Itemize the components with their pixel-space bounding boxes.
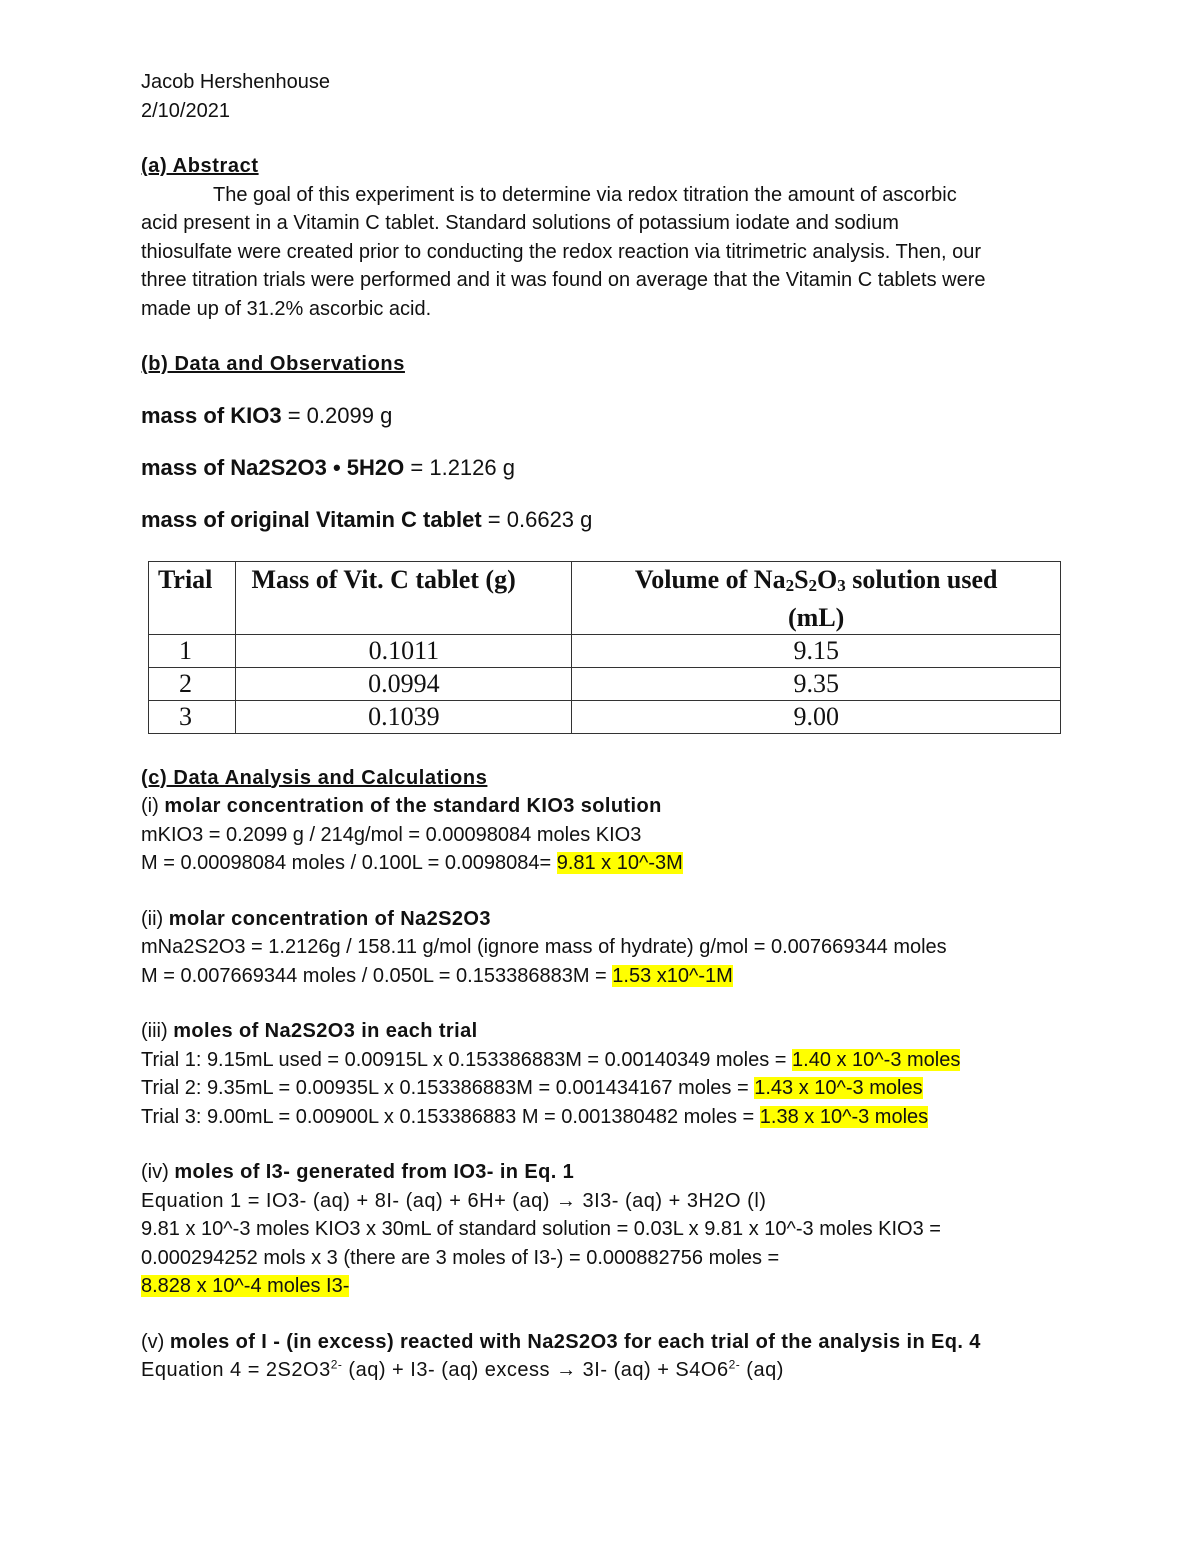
calc-line: Trial 2: 9.35mL = 0.00935L x 0.153386883M = 0.001434167 moles = 1.43 x 10^-3 moles	[141, 1077, 923, 1099]
highlighted-result: 1.40 x 10^-3 moles	[792, 1048, 961, 1071]
subsection-v-title: (v) moles of I - (in excess) reacted with Na2S2O3 for each trial of the analysis in Eq. 4	[141, 1330, 981, 1353]
author-name: Jacob Hershenhouse	[141, 71, 331, 93]
highlighted-result: 8.828 x 10^-4 moles I3-	[141, 1275, 350, 1297]
titration-data-table	[148, 561, 1061, 734]
highlighted-result: 1.38 x 10^-3 moles	[759, 1105, 929, 1128]
data-observations-heading: (b) Data and Observations	[141, 353, 405, 375]
subsection-i-title: (i) molar concentration of the standard KIO3 solution	[141, 795, 662, 817]
cell-mass: 0.1011	[236, 634, 572, 667]
column-header-mass: Mass of Vit. C tablet (g)	[236, 561, 572, 634]
abstract-line: The goal of this experiment is to determine via redox titration the amount of ascorbic	[213, 183, 957, 206]
report-date: 2/10/2021	[141, 99, 230, 122]
cell-volume: 9.15	[572, 634, 1061, 667]
cell-trial: 3	[149, 700, 236, 733]
calc-line: 9.81 x 10^-3 moles KIO3 x 30mL of standard solution = 0.03L x 9.81 x 10^-3 moles KIO3 =	[141, 1218, 941, 1240]
highlighted-result: 9.81 x 10^-3M	[556, 852, 683, 874]
calc-line: M = 0.00098084 moles / 0.100L = 0.0098084= 9.81 x 10^-3M	[141, 852, 683, 874]
document-body	[141, 68, 1061, 1385]
highlighted-result: 1.43 x 10^-3 moles	[754, 1077, 923, 1099]
calc-line: 0.000294252 mols x 3 (there are 3 moles of I3-) = 0.000882756 moles =	[141, 1246, 780, 1269]
column-header-trial: Trial	[149, 561, 236, 634]
abstract-paragraph	[141, 181, 1061, 324]
abstract-line: made up of 31.2% ascorbic acid.	[141, 297, 432, 320]
abstract-heading: (a) Abstract	[141, 155, 259, 177]
cell-volume: 9.00	[572, 700, 1061, 733]
calc-line: Trial 1: 9.15mL used = 0.00915L x 0.153386883M = 0.00140349 moles = 1.40 x 10^-3 moles	[141, 1048, 961, 1071]
abstract-line: acid present in a Vitamin C tablet. Standard solutions of potassium iodate and sodium	[141, 212, 899, 234]
mass-thiosulfate: mass of Na2S2O3 • 5H2O = 1.2126 g	[141, 454, 515, 480]
calc-line: Trial 3: 9.00mL = 0.00900L x 0.153386883 M = 0.001380482 moles = 1.38 x 10^-3 moles	[141, 1105, 929, 1128]
highlighted-result: 1.53 x10^-1M	[612, 964, 733, 987]
abstract-line: thiosulfate were created prior to conducting the redox reaction via titrimetric analysis. Then, our	[141, 240, 982, 263]
table-row	[149, 700, 1061, 733]
cell-trial: 2	[149, 667, 236, 700]
equation-1: Equation 1 = IO3- (aq) + 8I- (aq) + 6H+ (aq) → 3I3- (aq) + 3H2O (l)	[141, 1189, 767, 1212]
cell-trial: 1	[149, 634, 236, 667]
mass-vitamin-c-tablet: mass of original Vitamin C tablet = 0.6623 g	[141, 506, 593, 532]
subsection-iv-title: (iv) moles of I3- generated from IO3- in Eq. 1	[141, 1161, 575, 1183]
table-row	[149, 634, 1061, 667]
column-header-volume: Volume of Na2S2O3 solution used (mL)	[572, 561, 1061, 634]
calc-line: mNa2S2O3 = 1.2126g / 158.11 g/mol (ignore mass of hydrate) g/mol = 0.007669344 moles	[141, 936, 947, 958]
subsection-iii-title: (iii) moles of Na2S2O3 in each trial	[141, 1020, 478, 1042]
table-header-row	[149, 561, 1061, 634]
abstract-line: three titration trials were performed and it was found on average that the Vitamin C tablets were	[141, 269, 986, 291]
equation-4: Equation $4 = 2S2O3^{2-}$ (aq) + I3- (aq) excess → 3I- $(aq) + S4O6^{2-}$ (aq)	[141, 1357, 784, 1381]
table-row	[149, 667, 1061, 700]
subsection-ii-title: (ii) molar concentration of Na2S2O3	[141, 907, 491, 930]
cell-mass: 0.0994	[236, 667, 572, 700]
cell-mass: 0.1039	[236, 700, 572, 733]
cell-volume: 9.35	[572, 667, 1061, 700]
calc-line: M = 0.007669344 moles / 0.050L = 0.153386883M = 1.53 x10^-1M	[141, 964, 733, 987]
analysis-heading: (c) Data Analysis and Calculations	[141, 766, 488, 789]
mass-kio3: mass of KIO3 = 0.2099 g	[141, 402, 393, 428]
calc-line	[141, 1272, 1061, 1301]
calc-line: mKIO3 = 0.2099 g / 214g/mol = 0.00098084 moles KIO3	[141, 823, 642, 846]
